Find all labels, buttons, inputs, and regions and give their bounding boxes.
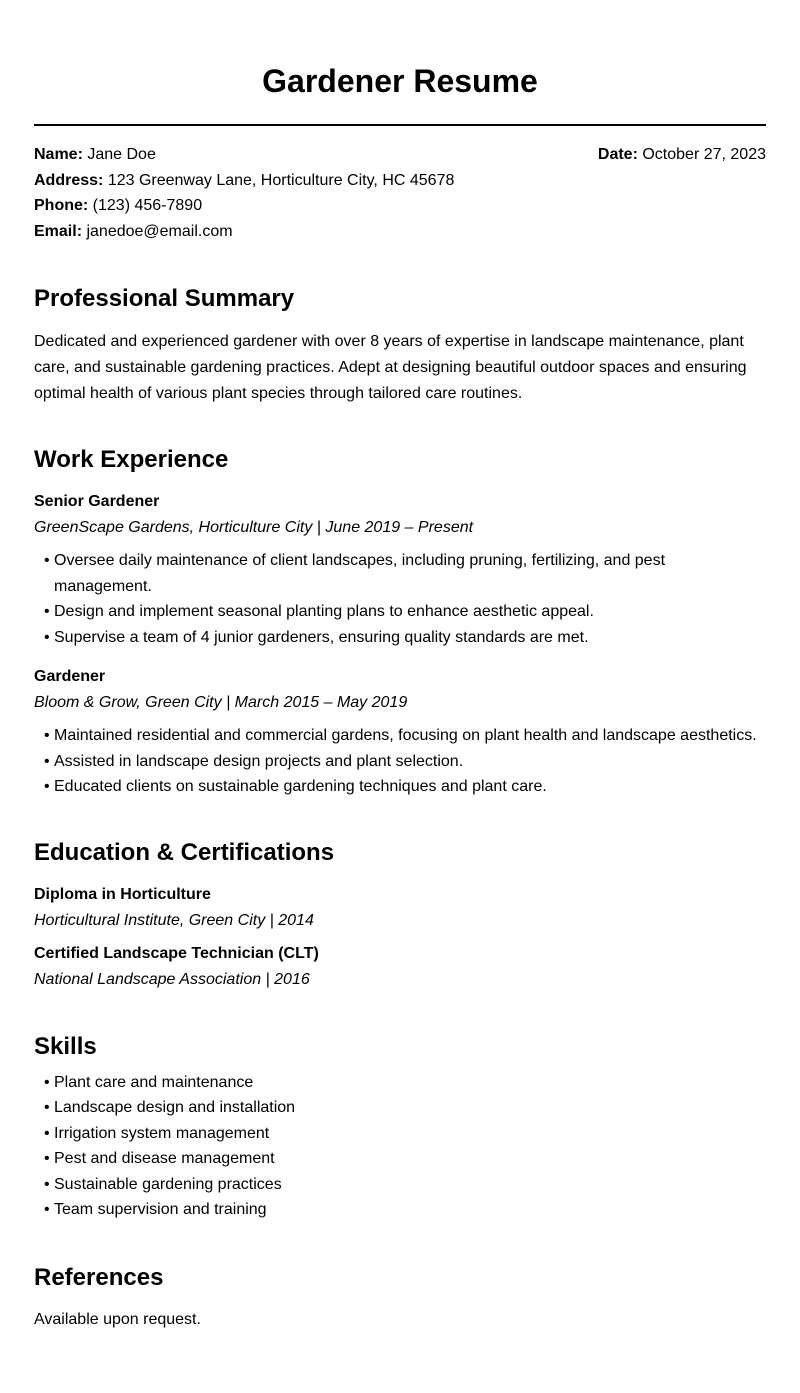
bullet-icon: •: [44, 1150, 50, 1167]
skill-text: Plant care and maintenance: [54, 1073, 254, 1091]
address-label: Address:: [34, 171, 104, 189]
job-bullets: [34, 548, 766, 650]
education-entry: [34, 882, 766, 933]
bullet-icon: •: [44, 1201, 50, 1218]
education-section: [34, 838, 766, 992]
email-value: janedoe@email.com: [86, 222, 233, 240]
education-heading: Education & Certifications: [34, 838, 335, 866]
list-item: [44, 1121, 766, 1147]
skill-text: Pest and disease management: [54, 1150, 275, 1167]
skill-text: Team supervision and training: [54, 1201, 267, 1218]
education-title: Certified Landscape Technician (CLT): [34, 944, 319, 962]
name-value: Jane Doe: [87, 146, 156, 163]
list-item: [44, 599, 766, 625]
education-meta: National Landscape Association | 2016: [34, 970, 310, 988]
summary-section: [34, 284, 766, 407]
job-entry: [34, 489, 766, 650]
list-item: [44, 1197, 766, 1223]
summary-heading: Professional Summary: [34, 285, 295, 312]
education-entry: [34, 941, 766, 992]
contact-address: [34, 168, 766, 194]
job-title: Senior Gardener: [34, 493, 160, 510]
skills-list: [34, 1070, 766, 1223]
bullet-icon: •: [44, 628, 50, 646]
list-item: [44, 749, 766, 775]
email-label: Email:: [34, 222, 83, 240]
bullet-icon: •: [44, 778, 50, 795]
bullet-icon: •: [44, 727, 50, 744]
job-meta: Bloom & Grow, Green City | March 2015 – May 2019: [34, 694, 408, 711]
list-item: [44, 625, 766, 651]
education-meta: Horticultural Institute, Green City | 2014: [34, 911, 314, 929]
contact-block: [34, 142, 766, 244]
page-title: Gardener Resume: [262, 63, 538, 99]
bullet-icon: •: [44, 1099, 50, 1116]
bullet-text: Educated clients on sustainable gardening techniques and plant care.: [54, 778, 547, 795]
skill-text: Landscape design and installation: [54, 1099, 296, 1116]
references-text: Available upon request.: [34, 1310, 201, 1328]
bullet-icon: •: [44, 752, 50, 770]
bullet-text: Assisted in landscape design projects and plant selection.: [54, 752, 464, 770]
list-item: [44, 1095, 766, 1121]
bullet-icon: •: [44, 1073, 50, 1091]
header-divider: [34, 124, 766, 126]
list-item: [44, 723, 766, 749]
bullet-text: Maintained residential and commercial gardens, focusing on plant health and landscape aesthetics.: [54, 727, 757, 744]
skill-text: Irrigation system management: [54, 1124, 270, 1142]
references-heading: References: [34, 1263, 164, 1291]
education-title: Diploma in Horticulture: [34, 885, 211, 903]
list-item: [44, 774, 766, 800]
job-entry: [34, 664, 766, 800]
list-item: [44, 1172, 766, 1198]
bullet-icon: •: [44, 1124, 50, 1142]
address-value: 123 Greenway Lane, Horticulture City, HC 45678: [107, 171, 455, 189]
summary-text: Dedicated and experienced gardener with over 8 years of expertise in landscape maintenance, plant care, and sustainable gardening practices. Adept at designing beautiful outdoor spaces and ensuring optimal health of various plant species through tailored care routines.: [34, 333, 747, 402]
phone-label: Phone:: [34, 197, 89, 214]
work-section: [34, 445, 766, 800]
phone-value: (123) 456-7890: [92, 197, 203, 214]
skill-text: Sustainable gardening practices: [54, 1175, 282, 1193]
list-item: [44, 548, 766, 599]
skills-heading: Skills: [34, 1032, 97, 1060]
work-heading: Work Experience: [34, 446, 229, 473]
bullet-text: Oversee daily maintenance of client landscapes, including pruning, fertilizing, and pest management.: [54, 552, 666, 595]
date-value: October 27, 2023: [642, 146, 766, 163]
job-title: Gardener: [34, 668, 106, 685]
list-item: [44, 1070, 766, 1096]
date-label: Date:: [597, 146, 638, 163]
name-label: Name:: [34, 146, 83, 163]
bullet-icon: •: [44, 603, 50, 620]
bullet-text: Supervise a team of 4 junior gardeners, ensuring quality standards are met.: [54, 628, 589, 646]
contact-date: [598, 142, 766, 168]
job-meta: GreenScape Gardens, Horticulture City | June 2019 – Present: [34, 519, 474, 536]
skills-section: [34, 1032, 766, 1223]
job-bullets: [34, 723, 766, 800]
bullet-icon: •: [44, 552, 50, 569]
list-item: [44, 1146, 766, 1172]
bullet-text: Design and implement seasonal planting plans to enhance aesthetic appeal.: [54, 603, 594, 620]
references-section: [34, 1263, 766, 1333]
bullet-icon: •: [44, 1175, 50, 1193]
contact-phone: [34, 193, 766, 219]
contact-email: [34, 219, 766, 245]
